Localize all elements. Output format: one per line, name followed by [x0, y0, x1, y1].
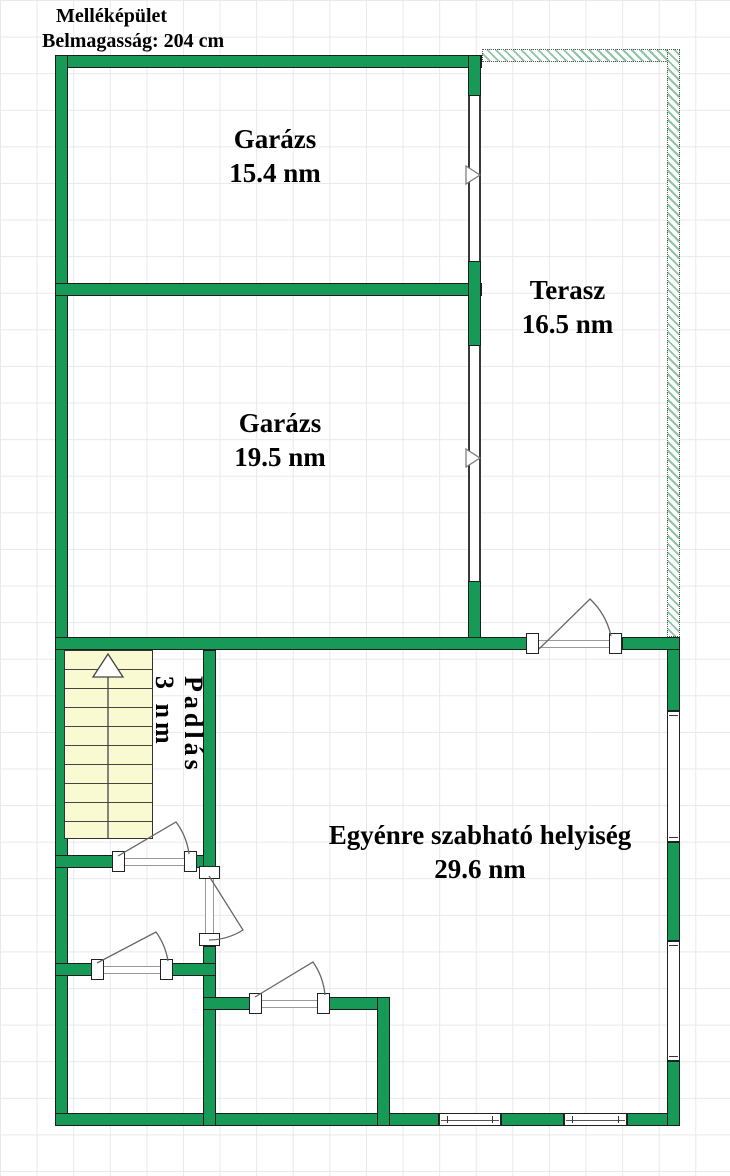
- door-jamb: [199, 866, 220, 879]
- terrace-railing-hatch-top: [482, 49, 680, 62]
- door-jamb: [526, 633, 539, 654]
- room-name: Egyénre szabható helyiség: [328, 820, 632, 850]
- building-name: Melléképület: [56, 5, 168, 27]
- door-opening: [528, 640, 622, 648]
- wall-bottom-room-top: [203, 997, 253, 1010]
- room-label-terrace: [485, 273, 650, 341]
- wall-top: [55, 55, 482, 68]
- wall-garage-terrace: [468, 581, 481, 638]
- room-area: 15.4 nm: [229, 158, 321, 188]
- wall-bottom-room-right: [377, 997, 390, 1126]
- staircase: [64, 650, 153, 839]
- room-name: Padlás: [179, 676, 208, 774]
- wall-right: [667, 842, 680, 941]
- wall-garage-terrace: [468, 55, 481, 96]
- door-jamb: [91, 959, 104, 980]
- wall-main-horizontal: [55, 637, 528, 650]
- garage-opening: [468, 96, 481, 261]
- window: [667, 941, 680, 1061]
- room-area: 3 nm: [150, 676, 179, 748]
- room-label-flex-room: [300, 818, 660, 886]
- door-jamb: [609, 633, 622, 654]
- wall-main-horizontal: [622, 637, 680, 650]
- door-jamb: [112, 851, 125, 872]
- door-jamb: [160, 959, 173, 980]
- door-swing: [209, 876, 243, 940]
- room-area: 29.6 nm: [434, 854, 526, 884]
- door-opening: [205, 879, 214, 933]
- room-area: 19.5 nm: [234, 442, 326, 472]
- room-name: Terasz: [529, 275, 606, 305]
- room-name: Garázs: [233, 124, 317, 154]
- room-label-attic: [146, 676, 208, 851]
- door-jamb: [184, 851, 197, 872]
- window: [564, 1113, 627, 1126]
- door-jamb: [249, 993, 262, 1014]
- room-area: 16.5 nm: [521, 309, 614, 339]
- ceiling-height: Belmagasság: 204 cm: [42, 30, 225, 52]
- room-label-garage1: [180, 122, 370, 190]
- wall-bottom: [501, 1113, 564, 1126]
- wall-below-stairs: [55, 855, 116, 868]
- door-swing: [97, 932, 168, 963]
- door-jamb: [317, 993, 330, 1014]
- room-label-garage2: [185, 406, 375, 474]
- wall-garage-divider: [55, 283, 482, 296]
- wall-lower-left: [55, 963, 95, 976]
- door-jamb: [199, 933, 220, 946]
- wall-garage-terrace: [468, 261, 481, 346]
- wall-lower-left: [172, 963, 216, 976]
- wall-right: [667, 1061, 680, 1126]
- window: [439, 1113, 501, 1126]
- plan-title: [42, 4, 224, 54]
- terrace-railing-hatch-right: [667, 49, 680, 637]
- garage-opening: [468, 346, 481, 581]
- window: [667, 711, 680, 842]
- room-name: Garázs: [238, 408, 322, 438]
- door-swing: [255, 962, 325, 997]
